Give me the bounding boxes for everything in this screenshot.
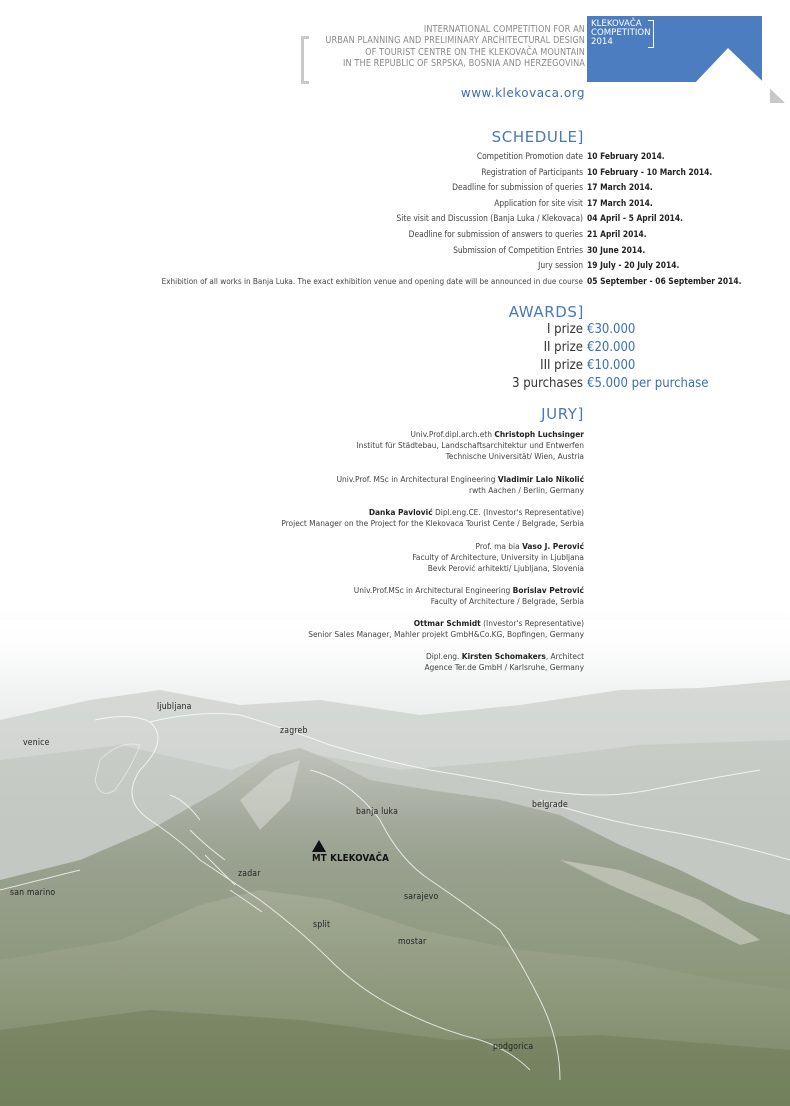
jury-member bbox=[424, 651, 584, 673]
jury-affiliation: Faculty of Architecture, University in Ljubljana bbox=[412, 552, 584, 563]
jury-affiliation: Agence Ter.de GmbH / Karlsruhe, Germany bbox=[424, 662, 584, 673]
award-row bbox=[0, 322, 790, 340]
schedule-row bbox=[0, 167, 790, 179]
jury-title-suffix: (Investor's Representative) bbox=[480, 618, 584, 628]
map-label-podgorica: podgorica bbox=[493, 1042, 534, 1052]
logo-line: 2014 bbox=[591, 37, 613, 48]
schedule-row bbox=[0, 229, 790, 241]
mountain-marker-icon bbox=[312, 840, 326, 852]
schedule-row bbox=[0, 276, 790, 288]
schedule-date: 10 February - 10 March 2014. bbox=[587, 166, 713, 177]
schedule-date: 17 March 2014. bbox=[587, 197, 653, 208]
schedule-label: Jury session bbox=[538, 260, 583, 271]
map-label-venice: venice bbox=[23, 738, 50, 748]
jury-name: Christoph Luchsinger bbox=[494, 429, 584, 439]
jury-affiliation: Faculty of Architecture / Belgrade, Serbia bbox=[430, 596, 584, 607]
logo-text bbox=[591, 20, 651, 48]
schedule-date: 30 June 2014. bbox=[587, 244, 646, 255]
map-label-zadar: zadar bbox=[238, 869, 261, 879]
jury-name: Kirsten Schomakers bbox=[461, 651, 546, 661]
map-label-mt-klekovaca: MT KLEKOVAČA bbox=[312, 853, 390, 864]
schedule-row bbox=[0, 213, 790, 225]
map-label-banja-luka: banja luka bbox=[356, 807, 399, 817]
award-label: II prize bbox=[543, 340, 583, 355]
jury-affiliation: Project Manager on the Project for the Klekovaca Tourist Cente / Belgrade, Serbia bbox=[281, 518, 584, 529]
schedule-date: 05 September - 06 September 2014. bbox=[587, 275, 742, 286]
jury-title-suffix: , Architect bbox=[545, 651, 584, 661]
schedule-title: SCHEDULE] bbox=[491, 128, 584, 146]
map-label-split: split bbox=[313, 920, 331, 930]
award-row bbox=[0, 358, 790, 376]
jury-member bbox=[281, 507, 584, 529]
schedule-label: Competition Promotion date bbox=[476, 151, 583, 161]
jury-title-prefix: Univ.Prof.dipl.arch.eth bbox=[410, 429, 495, 439]
award-label: I prize bbox=[547, 322, 583, 337]
schedule-row bbox=[0, 260, 790, 272]
award-amount: €30.000 bbox=[587, 322, 636, 337]
jury-title: JURY] bbox=[541, 405, 584, 423]
title-line: INTERNATIONAL COMPETITION FOR AN bbox=[423, 24, 585, 35]
map-label-zagreb: zagreb bbox=[280, 726, 308, 736]
schedule-row bbox=[0, 198, 790, 210]
map-label-belgrade: belgrade bbox=[532, 800, 568, 810]
jury-affiliation: Senior Sales Manager, Mahler projekt GmbH&Co.KG, Bopfingen, Germany bbox=[308, 629, 584, 640]
schedule-row bbox=[0, 182, 790, 194]
jury-affiliation: Bevk Perović arhitekti/ Ljubljana, Slovenia bbox=[427, 563, 584, 574]
logo-mountain-icon bbox=[670, 44, 770, 104]
competition-title bbox=[301, 24, 585, 70]
jury-title-suffix: Dipl.eng.CE. (Investor's Representative) bbox=[432, 507, 584, 517]
award-label: 3 purchases bbox=[512, 376, 583, 391]
jury-member bbox=[308, 618, 584, 640]
jury-title-prefix: Univ.Prof.MSc in Architectural Engineering bbox=[353, 585, 513, 595]
award-row bbox=[0, 340, 790, 358]
title-line: IN THE REPUBLIC OF SRPSKA, BOSNIA AND HERZEGOVINA bbox=[343, 58, 585, 70]
jury-title-prefix: Univ.Prof. MSc in Architectural Engineering bbox=[336, 474, 498, 484]
jury-member bbox=[337, 474, 584, 496]
jury-name: Borislav Petrović bbox=[512, 585, 584, 595]
jury-name: Ottmar Schmidt bbox=[413, 618, 481, 628]
award-amount: €5.000 per purchase bbox=[587, 376, 709, 391]
schedule-label: Deadline for submission of queries bbox=[452, 182, 583, 193]
schedule-label: Exhibition of all works in Banja Luka. The exact exhibition venue and opening date will be announced in due course bbox=[161, 275, 583, 286]
jury-affiliation: Technische Universität/ Wien, Austria bbox=[445, 451, 584, 462]
awards-title: AWARDS] bbox=[508, 303, 584, 321]
schedule-row bbox=[0, 245, 790, 257]
jury-title-prefix: Prof. ma bia bbox=[475, 541, 523, 551]
map-label-ljubljana: ljubljana bbox=[157, 702, 192, 712]
award-amount: €10.000 bbox=[587, 358, 636, 373]
schedule-row bbox=[0, 151, 790, 163]
schedule-date: 19 July - 20 July 2014. bbox=[587, 260, 680, 271]
jury-affiliation: Institut für Städtebau, Landschaftsarchitektur und Entwerfen bbox=[356, 440, 584, 451]
logo-line: COMPETITION bbox=[591, 28, 651, 39]
map-label-mostar: mostar bbox=[398, 937, 427, 947]
map-label-san-marino: san marino bbox=[10, 888, 56, 898]
jury-title-prefix: Dipl.eng. bbox=[425, 651, 462, 661]
award-row bbox=[0, 376, 790, 394]
jury-member bbox=[412, 541, 584, 575]
jury-affiliation: rwth Aachen / Berlin, Germany bbox=[469, 485, 584, 496]
title-line: URBAN PLANNING AND PRELIMINARY ARCHITECTURAL DESIGN bbox=[325, 35, 585, 47]
logo-line: KLEKOVAČA bbox=[591, 19, 642, 29]
schedule-label: Application for site visit bbox=[494, 197, 583, 208]
jury-member bbox=[356, 429, 584, 463]
award-label: III prize bbox=[540, 358, 583, 373]
schedule-label: Deadline for submission of answers to queries bbox=[408, 229, 583, 239]
website-link[interactable]: www.klekovaca.org bbox=[460, 86, 585, 100]
jury-name: Vaso J. Perović bbox=[522, 541, 584, 551]
schedule-date: 10 February 2014. bbox=[587, 151, 665, 161]
schedule-date: 04 April - 5 April 2014. bbox=[587, 213, 684, 224]
award-amount: €20.000 bbox=[587, 340, 636, 355]
schedule-date: 21 April 2014. bbox=[587, 229, 647, 239]
map-label-sarajevo: sarajevo bbox=[404, 892, 439, 902]
schedule-label: Registration of Participants bbox=[481, 166, 583, 177]
jury-member bbox=[354, 585, 584, 607]
jury-name: Vladimir Lalo Nikolić bbox=[497, 474, 584, 484]
title-line: OF TOURIST CENTRE ON THE KLEKOVAČA MOUNTAIN bbox=[365, 46, 585, 58]
schedule-label: Site visit and Discussion (Banja Luka / Klekovaca) bbox=[396, 213, 583, 224]
schedule-date: 17 March 2014. bbox=[587, 182, 653, 193]
logo-bracket bbox=[648, 20, 654, 48]
schedule-label: Submission of Competition Entries bbox=[453, 244, 583, 255]
jury-name: Danka Pavlović bbox=[368, 507, 433, 517]
